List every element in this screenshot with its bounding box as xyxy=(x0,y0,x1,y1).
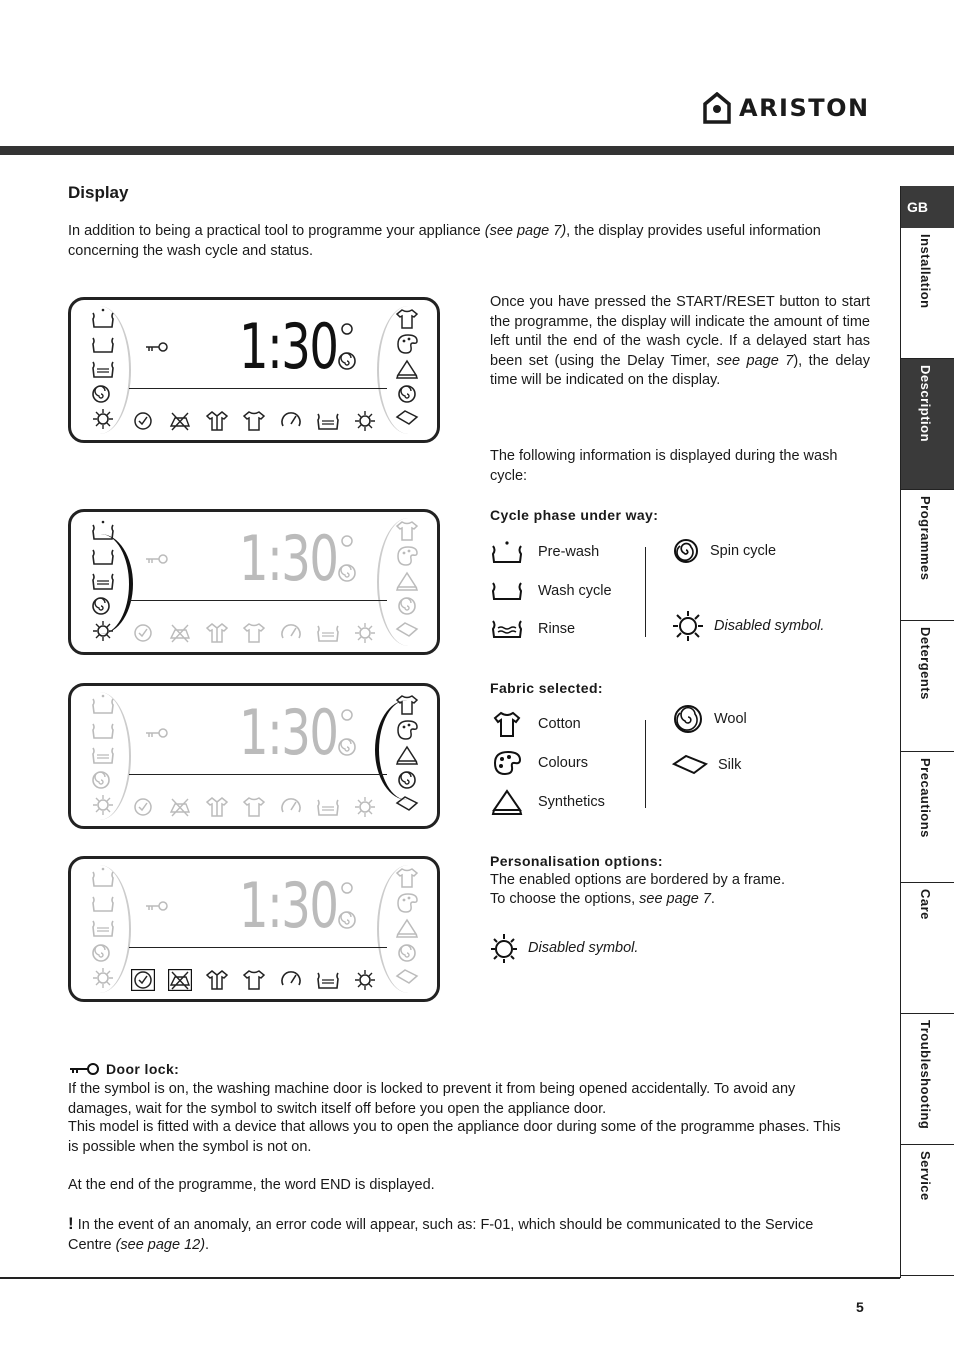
shirt-icon xyxy=(205,796,229,818)
prewash-icon xyxy=(491,540,523,564)
legend-rinse: Rinse xyxy=(490,615,575,643)
no-iron-icon xyxy=(168,410,192,432)
wool-icon xyxy=(672,703,704,735)
wash-icon xyxy=(91,719,115,741)
wash-icon xyxy=(91,333,115,355)
synthetics-icon xyxy=(491,788,523,816)
options-heading: Personalisation options: xyxy=(490,853,663,869)
footer-rule xyxy=(0,1277,900,1279)
speed-icon xyxy=(279,796,303,818)
anomaly-text: ! In the event of an anomaly, an error code will appear, such as: F-01, which should be communicated to the Service Centre (see page 12). xyxy=(68,1214,814,1253)
key-icon xyxy=(68,1062,100,1076)
no-iron-icon xyxy=(168,796,192,818)
spin-icon xyxy=(335,736,359,758)
colours-icon xyxy=(395,333,419,355)
sidebar-tab-label: Service xyxy=(918,1151,933,1201)
key-icon xyxy=(145,895,169,917)
timer-icon xyxy=(131,622,155,644)
legend-cotton: Cotton xyxy=(490,710,581,738)
key-icon xyxy=(145,336,169,358)
rinse-icon xyxy=(491,617,523,641)
prewash-icon xyxy=(91,520,115,542)
timer-icon xyxy=(131,410,155,432)
options-line1: The enabled options are bordered by a frame. xyxy=(490,872,786,888)
disabled-sun-icon xyxy=(353,796,377,818)
legend-prewash: Pre-wash xyxy=(490,538,599,566)
display-panel-overview xyxy=(68,297,440,443)
legend-silk: Silk xyxy=(672,751,741,779)
silk-icon xyxy=(395,967,419,989)
wool-icon xyxy=(395,769,419,791)
synthetics-icon xyxy=(395,917,419,939)
silk-icon xyxy=(672,754,708,776)
key-icon xyxy=(145,722,169,744)
header-bar xyxy=(0,146,954,155)
legend-wash: Wash cycle xyxy=(490,577,612,605)
colours-icon xyxy=(395,545,419,567)
cotton-icon xyxy=(492,710,522,738)
shirt-icon xyxy=(205,969,229,991)
sidebar-tab-precautions[interactable] xyxy=(901,752,954,883)
display-panel-fabric xyxy=(68,683,440,829)
disabled-sun-icon xyxy=(353,622,377,644)
disabled-sun-icon xyxy=(672,610,704,642)
legend-wool: Wool xyxy=(672,705,747,733)
spin-icon xyxy=(89,769,113,791)
wool-icon xyxy=(395,595,419,617)
sidebar-tab-service[interactable] xyxy=(901,1145,954,1276)
spin-icon xyxy=(335,909,359,931)
colours-icon xyxy=(395,892,419,914)
shirt-icon xyxy=(205,622,229,644)
cycle-phase-heading: Cycle phase under way: xyxy=(490,507,659,523)
basin-icon xyxy=(316,796,340,818)
colours-icon xyxy=(491,749,523,777)
legend-spin: Spin cycle xyxy=(672,537,776,565)
no-iron-icon xyxy=(168,622,192,644)
basin-icon xyxy=(316,622,340,644)
sidebar-tab-label: Precautions xyxy=(918,758,933,838)
prewash-icon xyxy=(91,694,115,716)
basin-icon xyxy=(316,410,340,432)
tshirt-icon xyxy=(242,622,266,644)
disabled-sun-icon xyxy=(353,410,377,432)
legend-synthetics: Synthetics xyxy=(490,788,605,816)
page-number: 5 xyxy=(856,1299,864,1315)
tshirt-icon xyxy=(242,969,266,991)
options-line2: To choose the options, see page 7. xyxy=(490,891,715,907)
speed-icon xyxy=(279,622,303,644)
display-panel-phase xyxy=(68,509,440,655)
synthetics-icon xyxy=(395,744,419,766)
house-logo-icon xyxy=(703,92,731,124)
door-lock-text2: This model is fitted with a device that allows you to open the appliance door during some of the programme phases. This is possible when the symbol is not on. xyxy=(68,1119,841,1155)
spin-icon xyxy=(335,350,359,372)
dot-icon xyxy=(335,704,359,726)
timer-icon xyxy=(131,969,155,991)
synthetics-icon xyxy=(395,358,419,380)
time-readout-dim: 1:30 xyxy=(239,869,338,942)
key-icon xyxy=(145,548,169,570)
sidebar-tab-troubleshooting[interactable] xyxy=(901,1014,954,1145)
legend-disabled: Disabled symbol. xyxy=(672,612,824,640)
disabled-sun-icon xyxy=(91,408,115,430)
language-badge: GB xyxy=(901,186,954,228)
dot-icon xyxy=(335,877,359,899)
door-lock-heading: Door lock: xyxy=(68,1061,179,1077)
brand-name: ARISTON xyxy=(739,94,870,122)
door-lock-text: If the symbol is on, the washing machine door is locked to prevent it from being opened accidentally. To avoid any damages, wait for the symbol to switch itself off before you open the appliance door. xyxy=(68,1081,796,1117)
brand-logo xyxy=(703,92,870,124)
sidebar-tab-care[interactable] xyxy=(901,883,954,1014)
dot-icon xyxy=(335,530,359,552)
display-panel-options xyxy=(68,856,440,1002)
sidebar-tab-programmes[interactable] xyxy=(901,490,954,621)
silk-icon xyxy=(395,794,419,816)
disabled-sun-icon xyxy=(91,794,115,816)
spin-icon xyxy=(89,383,113,405)
dot-icon xyxy=(335,318,359,340)
wash-icon xyxy=(91,892,115,914)
intro-paragraph: In addition to being a practical tool to programme your appliance (see page 7), the display provides useful information concerning the wash cycle and status. xyxy=(68,223,821,259)
timer-icon xyxy=(131,796,155,818)
speed-icon xyxy=(279,410,303,432)
legend-colours: Colours xyxy=(490,749,588,777)
start-paragraph: Once you have pressed the START/RESET button to start the programme, the display will indicate the amount of time left until the end of the wash cycle. If a delayed start has been set (using the Delay Timer, see page 7), the delay time will be indicated on the display. xyxy=(490,294,870,388)
sidebar-tab-label: Detergents xyxy=(918,627,933,700)
basin-icon xyxy=(316,969,340,991)
sidebar-tab-detergents[interactable] xyxy=(901,621,954,752)
silk-icon xyxy=(395,620,419,642)
spin-icon xyxy=(89,595,113,617)
time-readout: 1:30 xyxy=(239,310,338,383)
section-title: Display xyxy=(68,183,129,202)
time-readout-dim: 1:30 xyxy=(239,522,338,595)
sidebar-tab-label: Care xyxy=(918,889,933,920)
rinse-icon xyxy=(91,570,115,592)
prewash-icon xyxy=(91,867,115,889)
fabric-heading: Fabric selected: xyxy=(490,680,603,696)
cotton-icon xyxy=(395,308,419,330)
spin-icon xyxy=(89,942,113,964)
legend-options-disabled: Disabled symbol. xyxy=(490,934,638,962)
disabled-sun-icon xyxy=(91,967,115,989)
sidebar-tab-label: Troubleshooting xyxy=(918,1020,933,1130)
cotton-icon xyxy=(395,694,419,716)
prewash-icon xyxy=(91,308,115,330)
cotton-icon xyxy=(395,867,419,889)
cotton-icon xyxy=(395,520,419,542)
info-paragraph: The following information is displayed during the wash cycle: xyxy=(490,448,838,484)
silk-icon xyxy=(395,408,419,430)
spin-icon xyxy=(673,538,699,564)
sidebar-tab-label: Programmes xyxy=(918,496,933,581)
disabled-sun-icon xyxy=(353,969,377,991)
wool-icon xyxy=(395,383,419,405)
rinse-icon xyxy=(91,744,115,766)
spin-icon xyxy=(335,562,359,584)
time-readout-dim: 1:30 xyxy=(239,696,338,769)
wool-icon xyxy=(395,942,419,964)
speed-icon xyxy=(279,969,303,991)
wash-icon xyxy=(91,545,115,567)
no-iron-icon xyxy=(168,969,192,991)
end-text: At the end of the programme, the word END is displayed. xyxy=(68,1177,435,1193)
section-sidebar xyxy=(900,186,954,1278)
colours-icon xyxy=(395,719,419,741)
sidebar-tab-installation[interactable] xyxy=(901,228,954,359)
tshirt-icon xyxy=(242,796,266,818)
wash-icon xyxy=(491,579,523,603)
rinse-icon xyxy=(91,917,115,939)
disabled-sun-icon xyxy=(490,932,518,964)
shirt-icon xyxy=(205,410,229,432)
sidebar-tab-label: Description xyxy=(918,365,933,443)
tshirt-icon xyxy=(242,410,266,432)
sidebar-tab-description[interactable] xyxy=(901,359,954,490)
disabled-sun-icon xyxy=(91,620,115,642)
sidebar-tab-label: Installation xyxy=(918,234,933,309)
synthetics-icon xyxy=(395,570,419,592)
rinse-icon xyxy=(91,358,115,380)
